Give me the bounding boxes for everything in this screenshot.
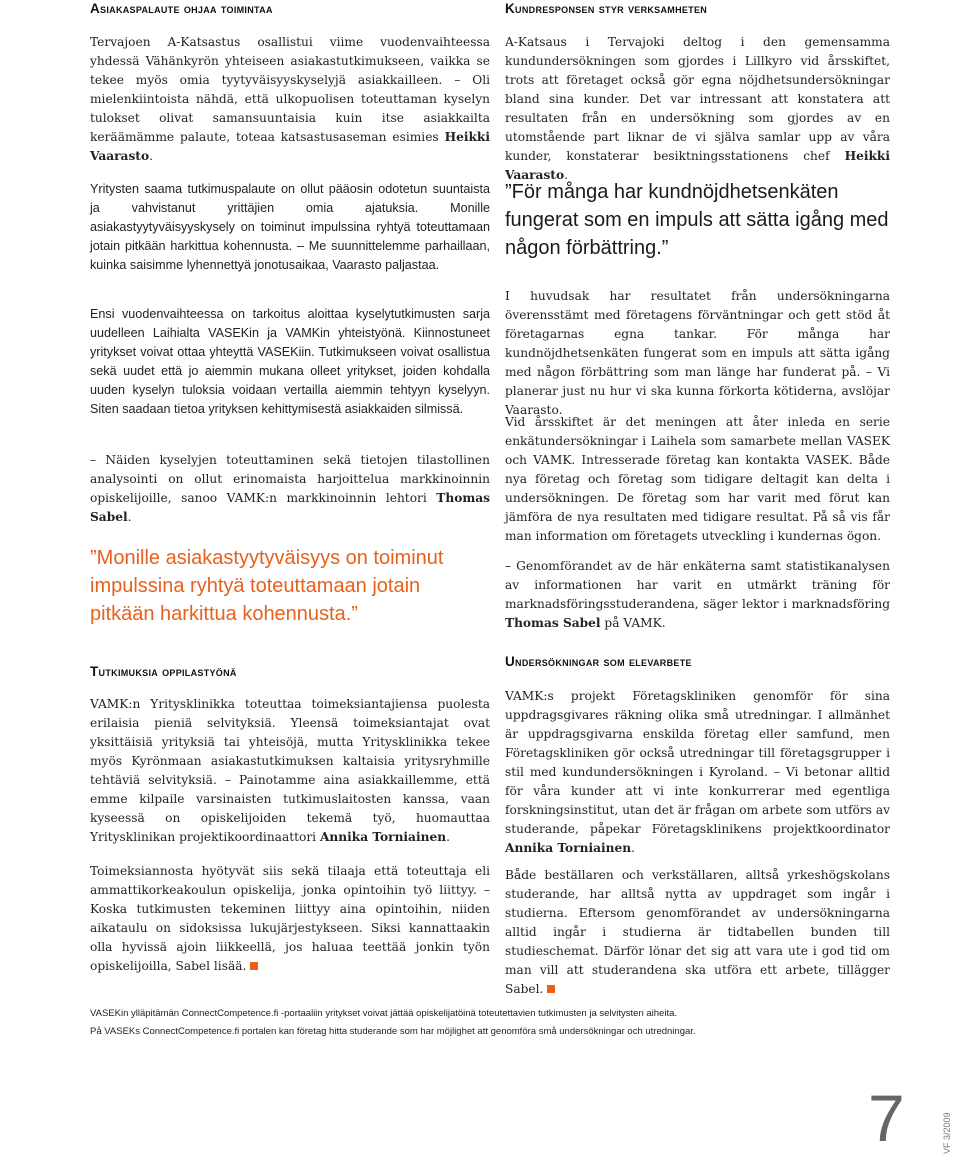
section-heading-fi-2: Tutkimuksia oppilastyönä <box>90 664 237 679</box>
end-mark-square-icon <box>250 962 258 970</box>
section-heading-sv-2: Undersökningar som elevarbete <box>505 654 692 669</box>
paragraph-sv-4: – Genomförandet av de här enkäterna samt statistikanalysen av informationen har varit en utmärkt träning för marknadsföringsstuderandena, säger lektor i marknadsföring Thomas Sabel på VAMK. <box>505 559 890 630</box>
paragraph-fi-2: Yritysten saama tutkimuspalaute on ollut pääosin odotetun suuntaista ja vahvistanut yrittäjien omia ajatuksia. Monille asiakastyytyväisyyskysely on toiminut impulssina ryhtyä toteuttamaan jotain pitkään harkittua kohennusta. – Me suunnittelemme parhaillaan, kuinka saisimme lyhennettyä jonotusaikaa, Vaarasto paljastaa. <box>90 182 490 272</box>
person-name: Heikki Vaarasto <box>90 130 490 163</box>
paragraph-fi-3: Ensi vuodenvaihteessa on tarkoitus aloittaa kyselytutkimusten sarja uudelleen Laihialta VASEKin ja VAMKin yhteistyönä. Kiinnostuneet yritykset voivat ottaa yhteyttä VASEKiin. Tutkimukseen voivat osallistua sekä uudet että jo aiemmin mukana olleet yritykset, joiden kohdalla uuden kyselyn tuloksia voidaan vertailla aiemmin tehtyyn kyselyyn. Siten saadaan tietoa yrityksen kehittymisestä asiakkaiden silmissä. <box>90 307 490 416</box>
person-name: Thomas Sabel <box>90 491 490 524</box>
section-heading-fi-1: Asiakaspalaute ohjaa toimintaa <box>90 1 273 16</box>
page-number: 7 <box>868 1081 905 1155</box>
footnote <box>90 1005 910 1041</box>
paragraph-fi-1: Tervajoen A-Katsastus osallistui viime vuodenvaihteessa yhdessä Vähänkyrön yhteiseen asiakastutkimukseen, vaikka se tekee myös omia tyytyväisyyskyselyjä asiakkailleen. – Oli mielenkiintoista nähdä, että ulkopuolisen toteuttaman kyselyn tulokset olivat samansuuntaisia kuin itse asiakkailta keräämämme palaute, toteaa katsastusaseman esimies Heikki Vaarasto. <box>90 35 490 163</box>
end-mark-square-icon <box>547 985 555 993</box>
person-name: Annika Torniainen <box>319 830 447 844</box>
pull-quote-sv: ”För många har kundnöjdhetsenkäten fungerat som en impuls att sätta igång med någon förbättring.” <box>505 181 889 259</box>
person-name: Annika Torniainen <box>505 841 632 855</box>
paragraph-fi-4: – Näiden kyselyjen toteuttaminen sekä tietojen tilastollinen analysointi on ollut erinomaista harjoittelua markkinoinnin opiskelijoille, sanoo VAMK:n markkinoinnin lehtori Thomas Sabel. <box>90 453 490 524</box>
paragraph-sv-2: I huvudsak har resultatet från undersökningarna överensstämt med företagens förväntningar och gett stöd åt företagarnas egna tankar. För många har kundnöjdhetsenkäten fungerat som en impuls att sätta igång med någon förbättring som man länge har funderat på. – Vi planerar just nu hur vi ska kunna förkorta kötiderna, avslöjar Vaarasto. <box>505 289 890 417</box>
section-heading-sv-1: Kundresponsen styr verksamheten <box>505 1 708 16</box>
footnote-line-sv: På VASEKs ConnectCompetence.fi portalen kan företag hitta studerande som har möjlighet att genomföra små undersökningar och utredningar. <box>90 1026 696 1037</box>
person-name: Heikki Vaarasto <box>505 149 890 182</box>
issue-label: VF 3/2009 <box>942 1112 952 1154</box>
pull-quote-fi: ”Monille asiakastyytyväisyys on toiminut impulssina ryhtyä toteuttamaan jotain pitkään harkittua kohennusta.” <box>90 547 444 625</box>
paragraph-fi-6: Toimeksiannosta hyötyvät siis sekä tilaaja että toteuttaja eli ammattikorkeakoulun opiskelija, jonka opintoihin työ liittyy. – Koska tutkimusten tekeminen liittyy aina opintoihin, niiden aikataulu on sidoksissa lukujärjestykseen. Siksi kannattaakin olla hyvissä ajoin liikkeellä, jos haluaa teettää jonkin työn opiskelijoilla, Sabel lisää. <box>90 864 490 973</box>
paragraph-sv-5: VAMK:s projekt Företagskliniken genomför för sina uppdragsgivares räkning olika små utredningar. I allmänhet är uppdragsgivarna enskilda företag eller samfund, men Företagskliniken gör också utredningar till företagsgrupper i stil med kundundersökningen i Kyroland. – Vi betonar alltid för våra kunder att vi inte konkurrerar med egentliga forskningsinstitut, utan det är frågan om arbete som utförs av studerande, påpekar Företagsklinikens projektkoordinator Annika Torniainen. <box>505 689 890 855</box>
paragraph-sv-3: Vid årsskiftet är det meningen att åter inleda en serie enkätundersökningar i Laihela som samarbete mellan VASEK och VAMK. Intresserade företag kan kontakta VASEK. Både nya företag och företag som tidigare deltagit kan delta i undersökningen. De företag som har varit med förut kan jämföra de nya resultaten med tidigare resultat. På så vis får man information om företagets utveckling i kundernas ögon. <box>505 415 890 543</box>
paragraph-sv-6: Både beställaren och verkställaren, alltså yrkeshögskolans studerande, har alltså nytta av uppdraget som ingår i studierna. Eftersom genomförandet av undersökningarna alltid ingår i studierna är tidtabellen bunden till studieschemat. Därför lönar det sig att vara ute i god tid om man vill att studerandena ska utföra ett arbete, tillägger Sabel. <box>505 868 890 996</box>
person-name: Thomas Sabel <box>505 616 601 630</box>
footnote-line-fi: VASEKin ylläpitämän ConnectCompetence.fi -portaaliin yritykset voivat jättää opiskelijatöinä toteutettavien tutkimusten ja selvitysten aiheita. <box>90 1008 678 1019</box>
paragraph-sv-1: A-Katsaus i Tervajoki deltog i den gemensamma kundundersökningen som gjordes i Lillkyro vid årsskiftet, trots att företaget också gör egna nöjdhetsundersökningar bland sina kunder. Det var intressant att konstatera att resultaten från en undersökning som gjordes av en utomstående part liknar de vi själva samlar upp av våra kunder, konstaterar besiktningsstationens chef Heikki Vaarasto. <box>505 35 890 182</box>
paragraph-fi-5: VAMK:n Yritysklinikka toteuttaa toimeksiantajiensa puolesta erilaisia pieniä selvityksiä. Yleensä toimeksiantajat ovat yksittäisiä yrityksiä tai yhteisöjä, mutta Yritysklinikka tekee myös Kyrönmaan asiakastutkimuksen kaltaisia yritysryhmille tehtäviä selvityksiä. – Painotamme aina asiakkaillemme, että emme kilpaile varsinaisten tutkimuslaitosten kanssa, vaan kyseessä on opiskelijoiden tekemä työ, huomauttaa Yritysklinikan projektikoordinaattori Annika Torniainen. <box>90 697 490 844</box>
